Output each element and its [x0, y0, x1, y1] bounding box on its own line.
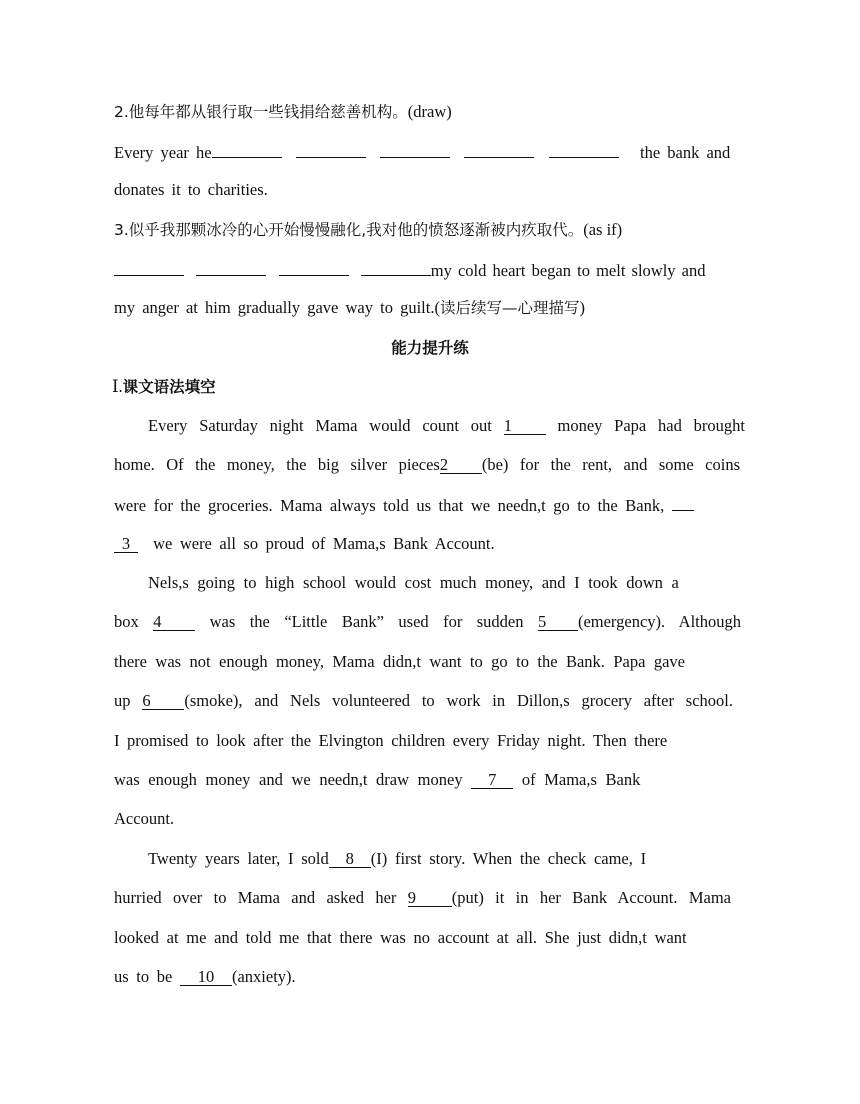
answer-blank[interactable]: [549, 141, 619, 158]
answer-blank[interactable]: [196, 259, 266, 276]
text-run: was the “Little Bank” used for sudden: [209, 612, 524, 631]
q2-line1-start: Every year he: [114, 143, 212, 162]
q3-prompt-line: [114, 220, 746, 240]
q3-prompt: 3.似乎我那颗冰冷的心开始慢慢融化,我对他的愤怒逐渐被内疚取代。: [114, 221, 584, 239]
blank-number[interactable]: 3: [114, 535, 138, 553]
passage-line: [114, 888, 731, 908]
passage-line: there was not enough money, Mama didn,t want to go to the Bank. Papa gave: [114, 652, 685, 671]
blank-number[interactable]: 9: [408, 889, 452, 907]
text-run: (anxiety).: [231, 967, 296, 986]
text-run: us to be: [114, 967, 173, 986]
answer-blank[interactable]: [672, 494, 694, 511]
text-run: box: [114, 612, 139, 631]
blank-number[interactable]: 7: [471, 771, 513, 789]
part-title: 课文语法填空: [122, 378, 216, 396]
passage-line: [114, 967, 746, 987]
q3-line2-close: ): [579, 298, 585, 317]
passage-line: [114, 455, 740, 475]
part-heading: [112, 377, 744, 397]
passage-line: [148, 849, 780, 869]
passage-line: Nels,s going to high school would cost much money, and I took down a: [148, 573, 679, 592]
answer-blank[interactable]: [464, 141, 534, 158]
passage-line: [114, 691, 733, 711]
passage-line: Account.: [114, 809, 175, 828]
text-run: (put) it in her Bank Account. Mama: [451, 888, 732, 907]
answer-blank[interactable]: [212, 141, 282, 158]
text-run: (smoke), and Nels volunteered to work in Dillon,s grocery after school.: [184, 691, 734, 710]
answer-blank[interactable]: [296, 141, 366, 158]
text-run: money Papa had brought: [557, 416, 746, 435]
passage-line: [114, 494, 746, 516]
passage-line: [148, 416, 745, 436]
text-run: up: [114, 691, 131, 710]
q3-line2: [114, 298, 746, 318]
part-numeral: Ⅰ.: [112, 377, 123, 396]
q2-line2: donates it to charities.: [114, 180, 268, 199]
answer-blank[interactable]: [114, 259, 184, 276]
q3-line1: [114, 259, 746, 281]
blank-number[interactable]: 5: [538, 613, 578, 631]
answer-blank[interactable]: [361, 259, 431, 276]
q2-prompt-line: [114, 102, 746, 122]
blank-number[interactable]: 1: [504, 417, 546, 435]
blank-number[interactable]: 4: [153, 613, 195, 631]
text-run: of Mama,s Bank: [521, 770, 641, 789]
text-run: home. Of the money, the big silver pieces: [114, 455, 440, 474]
text-run: was enough money and we needn,t draw money: [114, 770, 463, 789]
q3-line1-end: my cold heart began to melt slowly and: [430, 261, 706, 280]
blank-number[interactable]: 2: [440, 456, 482, 474]
section-title: 能力提升练: [391, 339, 469, 357]
passage-line: looked at me and told me that there was no account at all. She just didn,t want: [114, 928, 687, 947]
passage-line: [114, 770, 746, 790]
q3-line2-zh: 读后续写—心理描写: [439, 299, 580, 317]
q2-hint: (draw): [407, 102, 452, 121]
text-run: hurried over to Mama and asked her: [114, 888, 397, 907]
passage-line: I promised to look after the Elvington children every Friday night. Then there: [114, 731, 668, 750]
q2-line1-end: the bank and: [640, 143, 731, 162]
text-run: were for the groceries. Mama always told us that we needn,t go to the Bank,: [114, 496, 665, 515]
text-run: (be) for the rent, and some coins: [481, 455, 741, 474]
text-run: Every Saturday night Mama would count out: [148, 416, 492, 435]
q3-line2-en: my anger at him gradually gave way to guilt.(: [114, 298, 440, 317]
q2-line1: [114, 141, 746, 163]
blank-number[interactable]: 8: [329, 850, 371, 868]
text-run: (I) first story. When the check came, I: [370, 849, 647, 868]
blank-number[interactable]: 10: [180, 968, 232, 986]
text-run: Twenty years later, I sold: [148, 849, 329, 868]
text-run: we were all so proud of Mama,s Bank Account.: [153, 534, 495, 553]
passage-line: [114, 612, 741, 632]
answer-blank[interactable]: [380, 141, 450, 158]
answer-blank[interactable]: [279, 259, 349, 276]
q2-prompt: 2.他每年都从银行取一些钱捐给慈善机构。: [114, 103, 408, 121]
q3-hint: (as if): [583, 220, 623, 239]
passage-line: [114, 534, 746, 554]
blank-number[interactable]: 6: [142, 692, 184, 710]
text-run: (emergency). Although: [577, 612, 742, 631]
